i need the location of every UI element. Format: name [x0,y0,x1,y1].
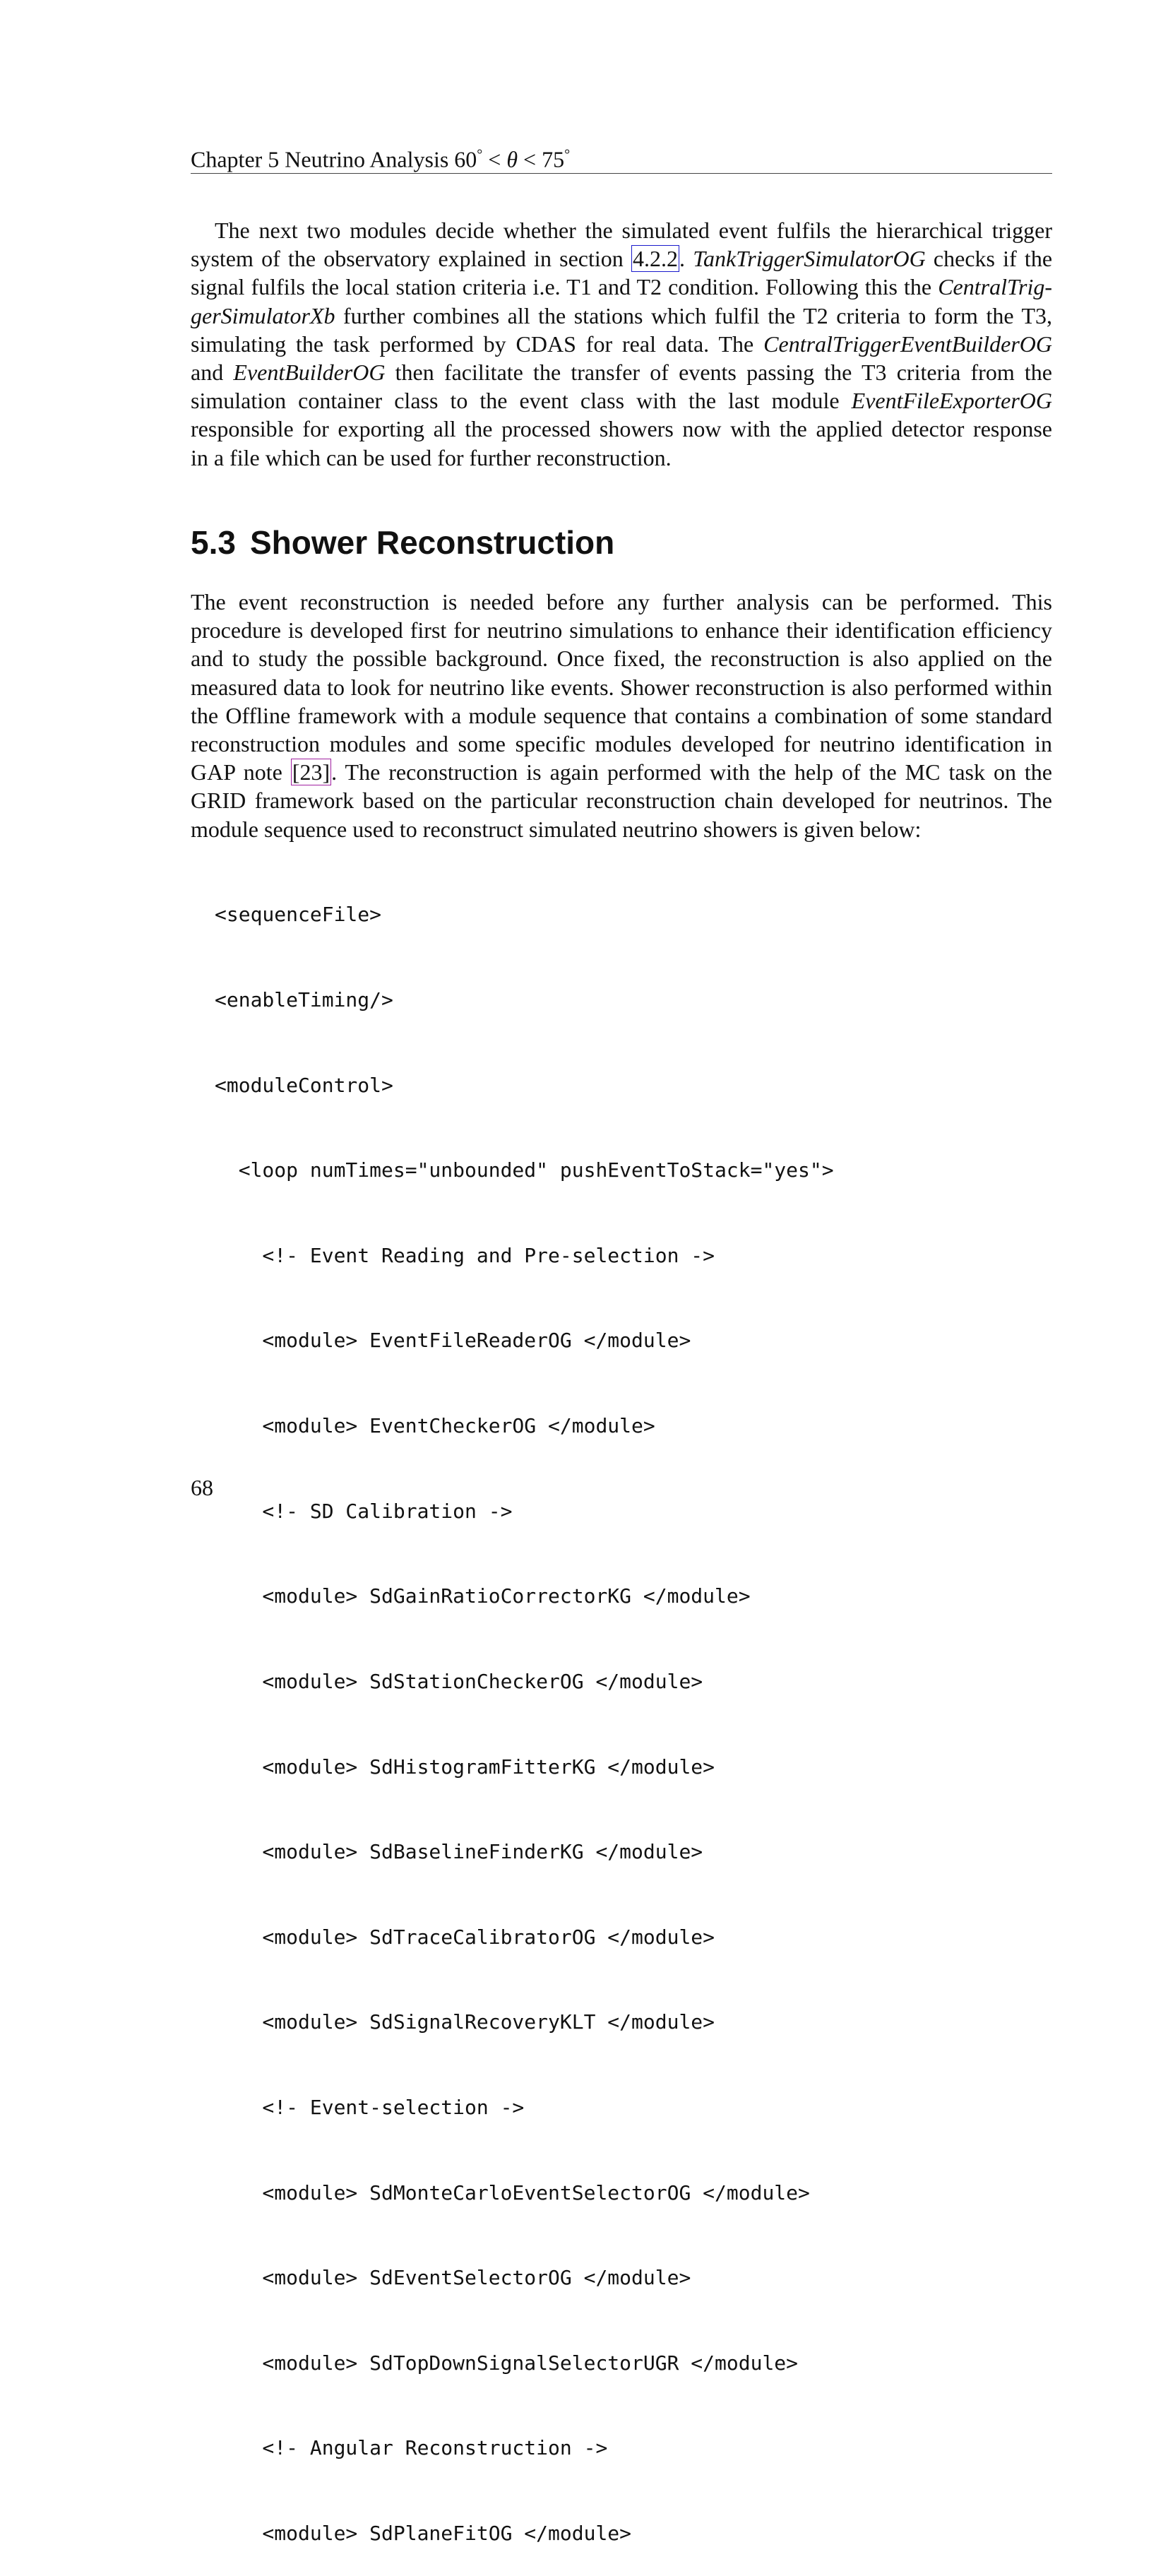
section-number: 5.3 [191,524,236,561]
code-line: <module> SdBaselineFinderKG </module> [215,1840,703,1864]
text-line: simulating the task performed by CDAS for real data. The CentralTriggerEventBuilderOG [191,331,1052,357]
text-line: gerSimulatorXb further combines all the stations which fulfil the T2 criteria to form the T3, [191,302,1052,328]
text-line: procedure is developed first for neutrino simulations to enhance their identification efficiency [191,617,1052,643]
less-than-75: < 75 [518,146,565,172]
running-head [191,139,1052,175]
text-line: The next two modules decide whether the simulated event fulfils the hierarchical trigger [215,218,1052,243]
degree-symbol: ° [564,147,571,162]
code-line: <module> SdGainRatioCorrectorKG </module> [215,1584,751,1608]
code-line: <sequenceFile> [215,903,382,927]
code-line: <moduleControl> [215,1073,393,1097]
code-line: <!- Event-selection -> [215,2095,525,2119]
code-line: <module> EventFileReaderOG </module> [215,1329,691,1353]
text-line: reconstruction modules and some specific modules developed for neutrino identification in [191,731,1052,757]
header-rule [191,173,1052,174]
text-line: module sequence used to reconstruct simulated neutrino showers is given below: [191,816,922,842]
code-line: <module> SdMonteCarloEventSelectorOG </module> [215,2180,810,2204]
code-line: <enableTiming/> [215,988,393,1012]
text-line: and EventBuilderOG then facilitate the transfer of events passing the T3 criteria from the [191,360,1053,386]
section-heading [191,523,614,562]
text-line: The event reconstruction is needed before any further analysis can be performed. This [191,589,1052,615]
running-head-text: Chapter 5 Neutrino Analysis 60 [191,146,477,172]
text-line: system of the observatory explained in section 4.2.2. TankTriggerSimulatorOG checks if the [191,246,1053,272]
code-line: <module> SdEventSelectorOG </module> [215,2266,691,2290]
text-line: signal fulfils the local station criteria i.e. T1 and T2 condition. Following this the CentralTrig- [191,274,1052,300]
code-line: <module> SdSignalRecoveryKLT </module> [215,2010,715,2034]
text-line: in a file which can be used for further reconstruction. [191,444,672,470]
text-line: simulation container class to the event class with the last module EventFileExporterOG [191,388,1052,414]
text-line: GRID framework based on the particular reconstruction chain developed for neutrinos. The [191,788,1052,814]
text-line: the Offline framework with a module sequence that contains a combination of some standard [191,702,1052,728]
code-line: <loop numTimes="unbounded" pushEventToStack="yes"> [215,1158,834,1182]
theta-symbol: θ [506,146,518,172]
code-listing [215,844,834,2576]
code-line: <!- SD Calibration -> [215,1499,513,1523]
section-title: Shower Reconstruction [249,524,615,561]
code-line: <module> EventCheckerOG </module> [215,1414,655,1438]
code-line: <!- Event Reading and Pre-selection -> [215,1243,715,1267]
text-line: measured data to look for neutrino like events. Shower reconstruction is also performed within [191,674,1052,700]
code-line: <module> SdHistogramFitterKG </module> [215,1755,715,1779]
code-line: <module> SdTopDownSignalSelectorUGR </module> [215,2351,799,2375]
code-line: <module> SdPlaneFitOG </module> [215,2521,632,2545]
citation-link[interactable]: [23] [292,759,330,785]
text-line: and to study the possible background. Once fixed, the reconstruction is also applied on the [191,646,1052,672]
code-line: <module> SdStationCheckerOG </module> [215,1669,703,1693]
paragraph-shower-reconstruction [191,588,1052,843]
paragraph-trigger-modules [191,216,1052,472]
less-than: < [482,146,507,172]
page-number: 68 [191,1475,213,1500]
text-line: GAP note [23]. The reconstruction is again performed with the help of the MC task on the [191,759,1052,785]
code-line: <!- Angular Reconstruction -> [215,2436,608,2460]
degree-symbol: ° [477,147,483,162]
section-reference-link[interactable]: 4.2.2 [632,246,678,272]
code-line: <module> SdTraceCalibratorOG </module> [215,1925,715,1949]
text-line: responsible for exporting all the processed showers now with the applied detector response [191,416,1052,442]
